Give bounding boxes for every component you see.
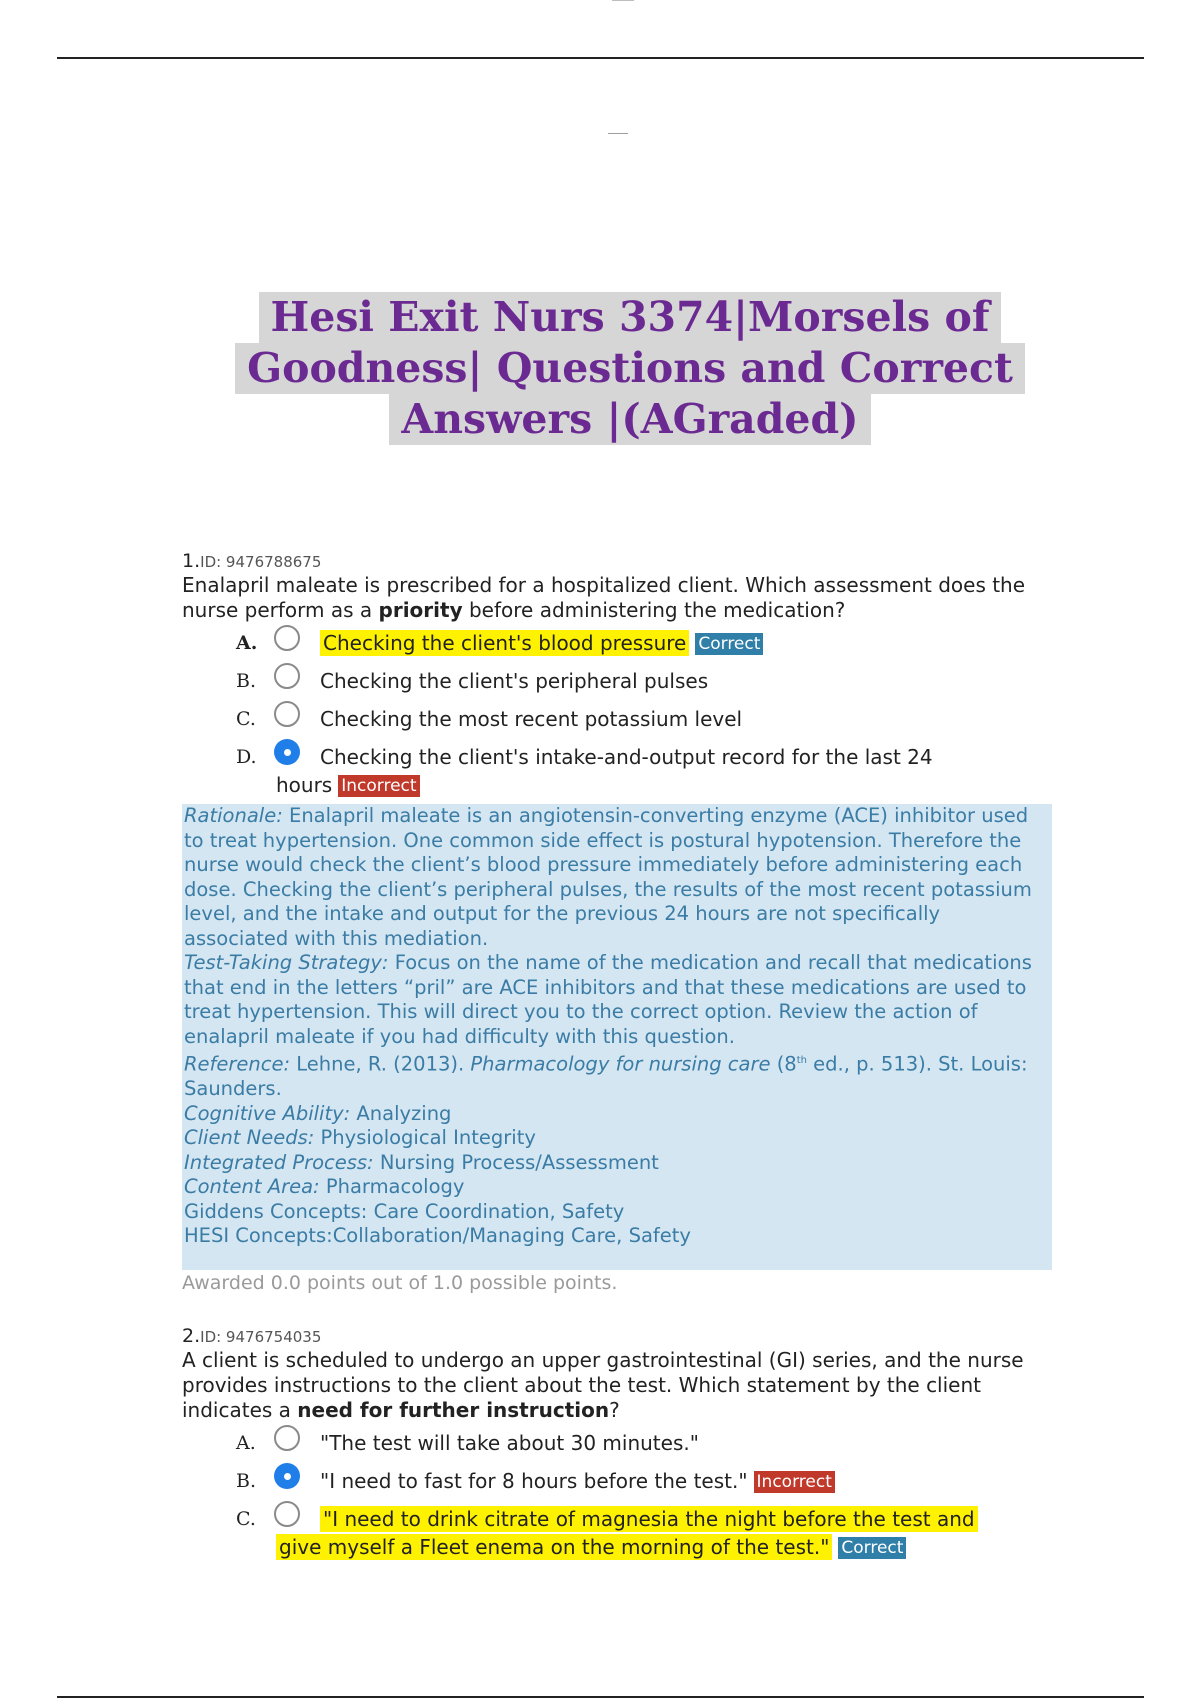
footer-rule	[57, 1696, 1144, 1698]
question-id: ID: 9476754035	[200, 1328, 322, 1346]
correct-badge: Correct	[838, 1537, 906, 1559]
option-letter: A.	[236, 632, 258, 654]
strategy-label: Test-Taking Strategy:	[184, 951, 389, 974]
option-letter: C.	[236, 1508, 256, 1530]
needs-label: Client Needs:	[184, 1126, 315, 1149]
radio-unselected-icon[interactable]	[274, 701, 300, 727]
rationale-paragraph	[184, 804, 1050, 951]
incorrect-badge: Incorrect	[338, 775, 419, 797]
option-text: "The test will take about 30 minutes."	[320, 1431, 699, 1455]
question-stem	[182, 1348, 1052, 1423]
option-b[interactable]	[236, 667, 1052, 695]
option-letter: D.	[236, 746, 257, 768]
cognitive-ability	[184, 1102, 1050, 1127]
reference-book: Pharmacology for nursing care	[470, 1052, 771, 1076]
answer-options	[236, 1429, 1052, 1561]
stem-text: Enalapril maleate is prescribed for a hospitalized client. Which assessment does the nurse perform as a	[182, 573, 1026, 622]
stem-emphasis: need for further instruction	[297, 1398, 610, 1422]
reference-paragraph	[184, 1049, 1050, 1102]
radio-unselected-icon[interactable]	[274, 1425, 300, 1451]
question-stem	[182, 573, 1052, 623]
stem-text-end: before administering the medication?	[462, 598, 846, 622]
option-text-continued: give myself a Fleet enema on the morning of the test."	[276, 1534, 832, 1560]
option-letter: C.	[236, 708, 256, 730]
radio-unselected-icon[interactable]	[274, 1501, 300, 1527]
answer-options	[236, 629, 1052, 799]
question-header	[182, 550, 1052, 573]
title-line-2: Goodness| Questions and Correct	[235, 343, 1025, 394]
option-b[interactable]	[236, 1467, 1052, 1495]
title-line-3: Answers |(AGraded)	[389, 394, 870, 445]
option-c[interactable]	[236, 1505, 1052, 1561]
option-letter: B.	[236, 1470, 257, 1492]
reference-publisher: ed., p. 513). St. Louis: Saunders.	[184, 1052, 1028, 1100]
stem-emphasis: priority	[378, 598, 463, 622]
integrated-process	[184, 1151, 1050, 1176]
option-text-highlighted: "I need to drink citrate of magnesia the night before the test and	[320, 1506, 978, 1532]
option-text: Checking the client's intake-and-output record for the last 24	[320, 745, 933, 769]
option-text: "I need to fast for 8 hours before the test."	[320, 1469, 748, 1493]
option-a[interactable]	[236, 1429, 1052, 1457]
stem-text: A client is scheduled to undergo an upper gastrointestinal (GI) series, and the nurse provides instructions to the client about the test. Which statement by the client indicates a	[182, 1348, 1024, 1422]
option-text-highlighted: Checking the client's blood pressure	[320, 630, 689, 656]
reference-edition: (8	[770, 1052, 797, 1076]
content-value: Pharmacology	[319, 1175, 465, 1198]
radio-unselected-icon[interactable]	[274, 625, 300, 651]
client-needs	[184, 1126, 1050, 1151]
question-2	[182, 1325, 1052, 1571]
option-c[interactable]	[236, 705, 1052, 733]
reference-text: Lehne, R. (2013).	[290, 1052, 471, 1076]
option-d[interactable]	[236, 743, 1052, 799]
giddens-concepts: Giddens Concepts: Care Coordination, Safety	[184, 1199, 625, 1223]
question-number: 2.	[182, 1325, 201, 1347]
header-rule	[57, 57, 1144, 59]
incorrect-badge: Incorrect	[754, 1471, 835, 1493]
correct-badge: Correct	[695, 633, 763, 655]
reference-superscript: th	[796, 1055, 807, 1066]
title-line-1: Hesi Exit Nurs 3374|Morsels of	[259, 292, 1002, 343]
option-text-continued: hours	[276, 773, 333, 797]
cognitive-label: Cognitive Ability:	[184, 1101, 351, 1125]
radio-selected-icon[interactable]	[274, 739, 300, 765]
option-letter: A.	[236, 1432, 256, 1454]
document-title	[200, 292, 1060, 445]
needs-value: Physiological Integrity	[314, 1126, 536, 1149]
process-value: Nursing Process/Assessment	[373, 1150, 659, 1174]
content-label: Content Area:	[184, 1175, 320, 1198]
option-a[interactable]	[236, 629, 1052, 657]
rationale-text: Enalapril maleate is an angiotensin-converting enzyme (ACE) inhibitor used to treat hypertension. One common side effect is postural hypotension. Therefore the nurse would check the client’s blood pressure immediately before administering each dose. Checking the client’s peripheral pulses, the results of the most recent potassium level, and the intake and output for the previous 24 hours are not specifically associated with this mediation.	[184, 804, 1032, 950]
top-tick-mark	[612, 0, 634, 1]
radio-selected-icon[interactable]	[274, 1463, 300, 1489]
center-tick-mark	[608, 133, 628, 134]
process-label: Integrated Process:	[184, 1150, 374, 1174]
option-text: Checking the client's peripheral pulses	[320, 669, 709, 693]
question-number: 1.	[182, 550, 201, 572]
content-area	[184, 1175, 1050, 1200]
strategy-paragraph	[184, 951, 1050, 1049]
question-header	[182, 1325, 1052, 1348]
strategy-text: Focus on the name of the medication and recall that medications that end in the letters “pril” are ACE inhibitors and that these medications are used to treat hypertension. This will direct you to the correct option. Review the action of enalapril maleate if you had difficulty with this question.	[184, 951, 1032, 1048]
radio-unselected-icon[interactable]	[274, 663, 300, 689]
question-1	[182, 550, 1052, 809]
question-id: ID: 9476788675	[200, 553, 322, 571]
reference-label: Reference:	[184, 1052, 291, 1076]
rationale-box	[182, 804, 1052, 1270]
hesi-concepts: HESI Concepts:Collaboration/Managing Care, Safety	[184, 1224, 691, 1247]
option-text: Checking the most recent potassium level	[320, 707, 743, 731]
rationale-label: Rationale:	[184, 804, 283, 827]
option-letter: B.	[236, 670, 257, 692]
awarded-points: Awarded 0.0 points out of 1.0 possible points.	[182, 1272, 618, 1294]
cognitive-value: Analyzing	[350, 1101, 452, 1125]
stem-text-end: ?	[609, 1398, 620, 1422]
